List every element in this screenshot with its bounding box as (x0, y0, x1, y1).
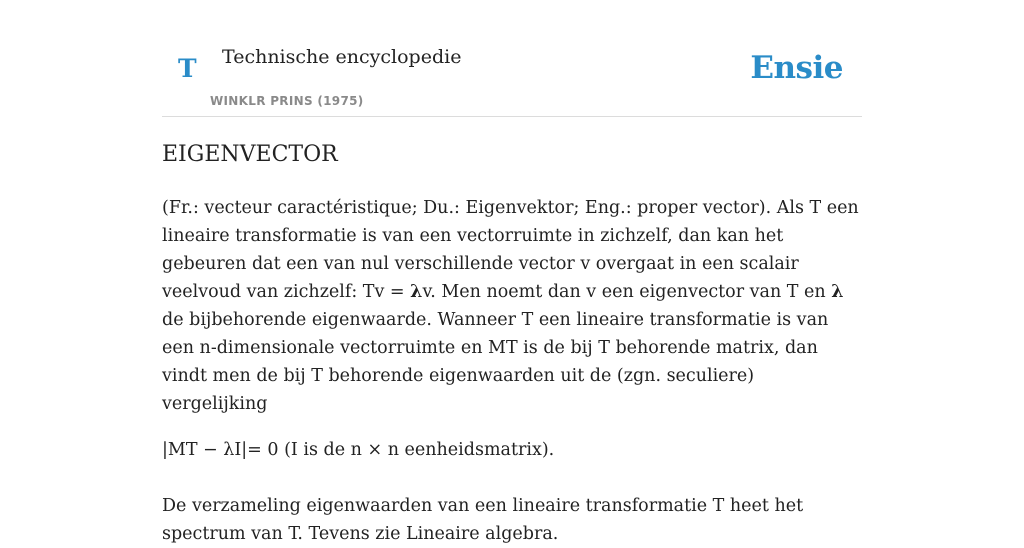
entry-title: EIGENVECTOR (162, 142, 338, 167)
paragraph-text: v. Men noemt dan v een eigenvector van T en (422, 282, 832, 302)
lambda-symbol: λ (410, 282, 423, 302)
encyclopedia-source: WINKLR PRINS (1975) (210, 94, 364, 108)
entry-paragraph (162, 194, 862, 418)
paragraph-text: de bijbehorende eigenwaarde. Wanneer T een lineaire transformatie is van een n-dimensionale vectorruimte en MT is de bij T behorende matrix, dan vindt men de bij T behorende eigenwaarden uit de (zgn. seculiere) vergelijking (162, 310, 829, 414)
formula: |MT − λI|= 0 (I is de n × n eenheidsmatrix). (162, 440, 555, 460)
entry-content (162, 140, 862, 548)
encyclopedia-title[interactable]: Technische encyclopedie (222, 46, 462, 68)
encyclopedia-logo[interactable]: T (178, 54, 197, 83)
paragraph-text: (Fr.: vecteur caractéristique; Du.: Eigenvektor; Eng.: proper vector). Als T een lineaire transformatie is van een vectorruimte in zichzelf, dan kan het gebeuren dat een van nul verschillende vector v overgaat in een scalair veelvoud van zichzelf: Tv = (162, 198, 859, 302)
site-header (162, 0, 862, 117)
entry-paragraph-2: De verzameling eigenwaarden van een lineaire transformatie T heet het spectrum van T. Tevens zie Lineaire algebra. (162, 496, 804, 544)
lambda-symbol: λ (831, 282, 844, 302)
brand-logo[interactable]: Ensie (750, 50, 843, 86)
